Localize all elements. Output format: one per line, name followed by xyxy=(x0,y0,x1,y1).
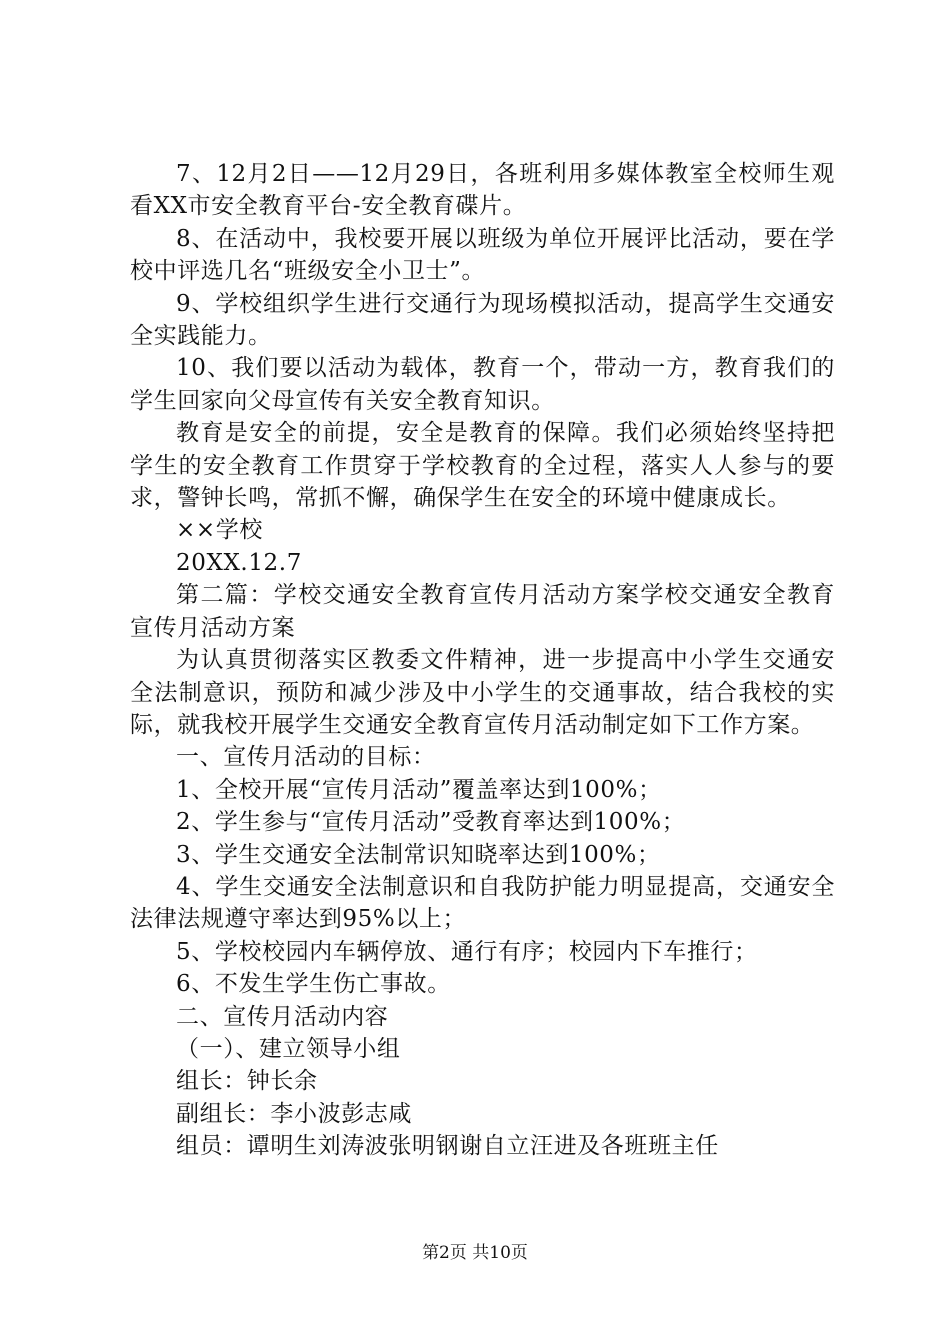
goal-item-5: 5、学校校园内车辆停放、通行有序；校园内下车推行； xyxy=(176,938,758,965)
school-signature: ××学校 xyxy=(176,517,263,544)
subheading-leadership-group: （一）、建立领导小组 xyxy=(176,1035,401,1062)
paragraph-item-8: 8、在活动中，我校要开展以班级为单位开展评比活动，要在学校中评选几名“班级安全小卫士”。 xyxy=(130,225,835,285)
document-body xyxy=(130,158,835,1163)
goal-item-4: 4、学生交通安全法制意识和自我防护能力明显提高，交通安全法律法规遵守率达到95%以上； xyxy=(130,873,835,933)
goal-item-6: 6、不发生学生伤亡事故。 xyxy=(176,971,451,998)
goal-item-1: 1、全校开展“宣传月活动”覆盖率达到100%； xyxy=(176,776,662,803)
group-leader: 组长：钟长余 xyxy=(176,1068,318,1095)
section-title-part-two: 第二篇：学校交通安全教育宣传月活动方案学校交通安全教育宣传月活动方案 xyxy=(130,582,835,641)
paragraph-item-7: 7、12月2日——12月29日，各班利用多媒体教室全校师生观看XX市安全教育平台-安全教育碟片。 xyxy=(130,161,835,220)
group-deputy-leaders: 副组长：李小波彭志咸 xyxy=(176,1100,412,1127)
page-footer: 第2页 共10页 xyxy=(422,1243,528,1263)
paragraph-conclusion: 教育是安全的前提，安全是教育的保障。我们必须始终坚持把学生的安全教育工作贯穿于学校教育的全过程，落实人人参与的要求，警钟长鸣，常抓不懈，确保学生在安全的环境中健康成长。 xyxy=(130,420,835,512)
document-date: 20XX.12.7 xyxy=(176,549,302,576)
heading-goals: 一、宣传月活动的目标： xyxy=(176,744,436,771)
heading-content: 二、宣传月活动内容 xyxy=(176,1003,389,1030)
paragraph-item-10: 10、我们要以活动为载体，教育一个，带动一方，教育我们的学生回家向父母宣传有关安全教育知识。 xyxy=(130,355,835,414)
goal-item-2: 2、学生参与“宣传月活动”受教育率达到100%； xyxy=(176,809,686,836)
paragraph-intro: 为认真贯彻落实区教委文件精神，进一步提高中小学生交通安全法制意识，预防和减少涉及中小学生的交通事故，结合我校的实际，就我校开展学生交通安全教育宣传月活动制定如下工作方案。 xyxy=(130,647,835,738)
goal-item-3: 3、学生交通安全法制常识知晓率达到100%； xyxy=(176,841,661,868)
group-members: 组员：谭明生刘涛波张明钢谢自立汪进及各班班主任 xyxy=(176,1133,719,1160)
paragraph-item-9: 9、学校组织学生进行交通行为现场模拟活动，提高学生交通安全实践能力。 xyxy=(130,290,835,350)
